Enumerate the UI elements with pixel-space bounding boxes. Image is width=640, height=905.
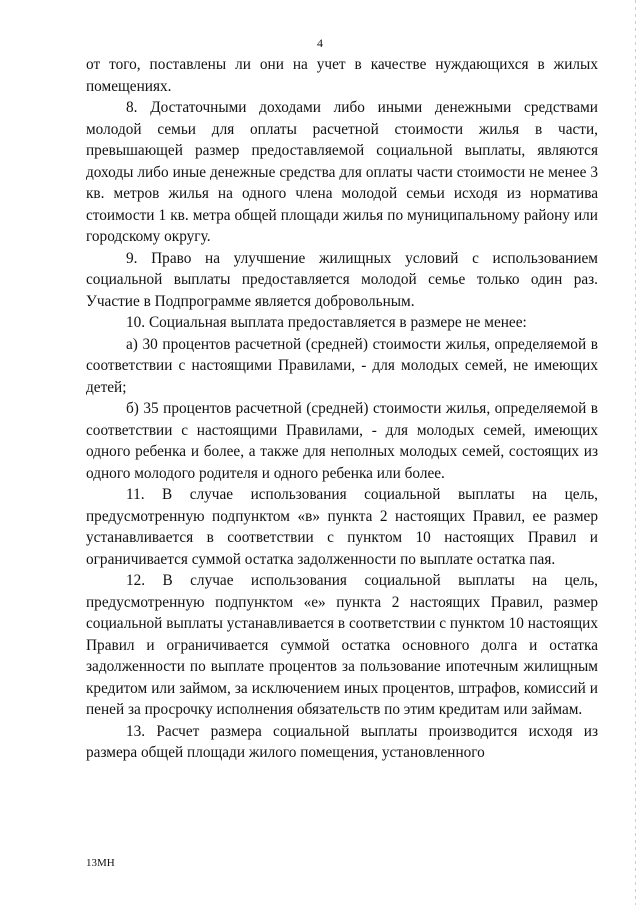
document-body [86, 54, 598, 764]
paragraph-12: 12. В случае использования социальной выплаты на цель, предусмотренную подпунктом «е» пункта 2 настоящих Правил, размер социальной выплаты устанавливается в соответствии с пунктом 10 настоящих Правил и ограничивается суммой остатка основного долга и остатка задолженности по выплате процентов за пользование ипотечным жилищным кредитом или займом, за исключением иных процентов, штрафов, комиссий и пеней за просрочку исполнения обязательств по этим кредитам или займам. [86, 572, 598, 718]
paragraph-11: 11. В случае использования социальной выплаты на цель, предусмотренную подпунктом «в» пункта 2 настоящих Правил, ее размер устанавливается в соответствии с пунктом 10 настоящих Правил и ограничивается суммой остатка задолженности по выплате остатка пая. [86, 486, 598, 568]
scan-edge [635, 0, 636, 905]
paragraph-10-b: б) 35 процентов расчетной (средней) стоимости жилья, определяемой в соответствии с настоящими Правилами, - для молодых семей, имеющих одного ребенка и более, а также для неполных молодых семей, состоящих из одного молодого родителя и одного ребенка или более. [86, 400, 598, 482]
paragraph-13: 13. Расчет размера социальной выплаты производится исходя из размера общей площади жилого помещения, установленного [86, 722, 598, 761]
paragraph-10: 10. Социальная выплата предоставляется в размере не менее: [126, 314, 527, 331]
footer-code: 13МН [86, 857, 115, 869]
paragraph-8: 8. Достаточными доходами либо иными денежными средствами молодой семьи для оплаты расчетной стоимости жилья в части, превышающей размер предоставляемой социальной выплаты, являются доходы либо иные денежные средства для оплаты части стоимости не менее 3 кв. метров жилья на одного члена молодой семьи исходя из норматива стоимости 1 кв. метра общей площади жилья по муниципальному району или городскому округу. [86, 99, 598, 245]
paragraph-10-a: а) 30 процентов расчетной (средней) стоимости жилья, определяемой в соответствии с настоящими Правилами, - для молодых семей, не имеющих детей; [86, 335, 598, 396]
paragraph-continuation: от того, поставлены ли они на учет в качестве нуждающихся в жилых помещениях. [86, 56, 598, 95]
paragraph-9: 9. Право на улучшение жилищных условий с использованием социальной выплаты предоставляется молодой семье только один раз. Участие в Подпрограмме является добровольным. [86, 249, 598, 310]
page-number: 4 [317, 36, 323, 50]
